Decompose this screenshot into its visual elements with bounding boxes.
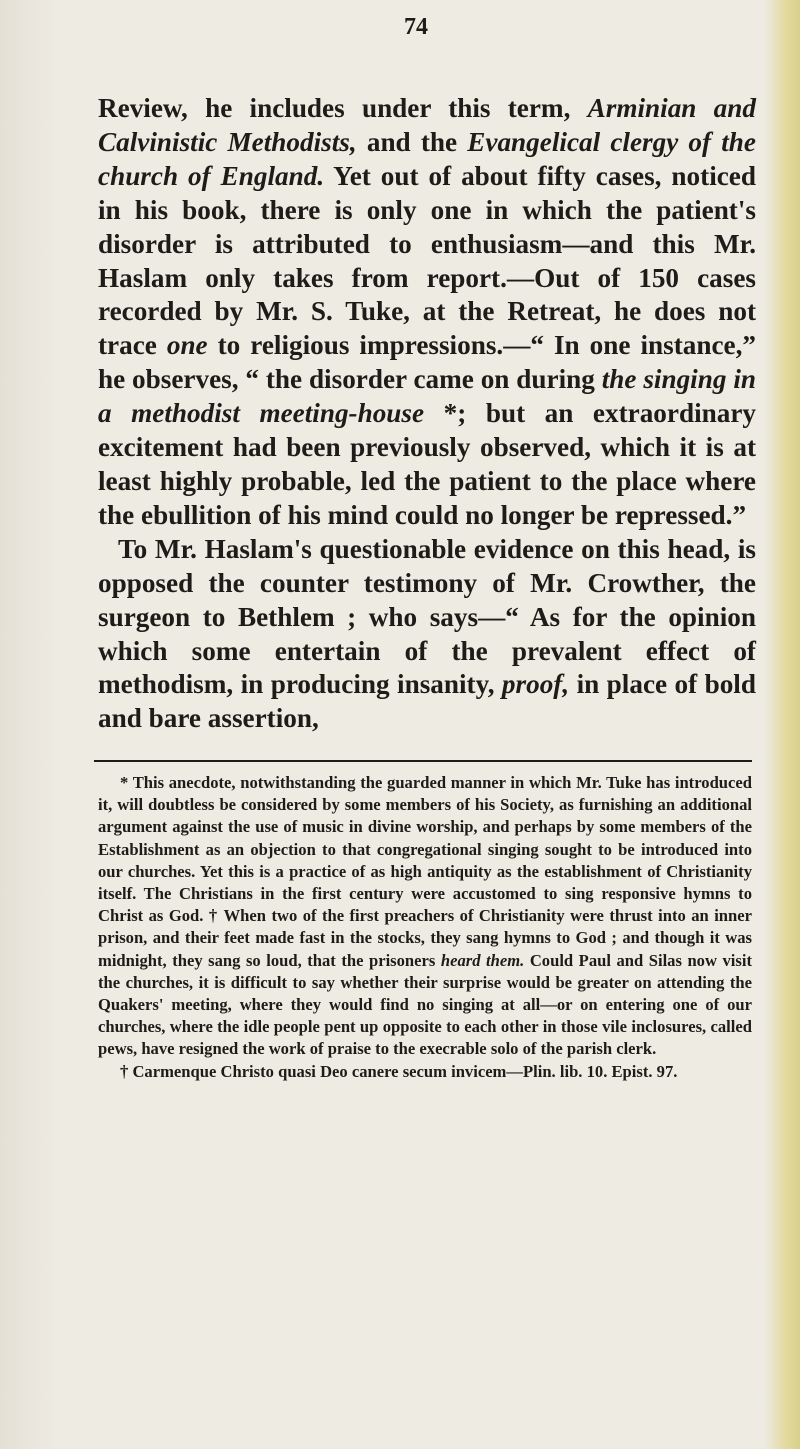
text-span: To Mr. Haslam's questionable evidence on this head, is opposed the counter testimony of Mr. Crowther, the surgeon to Bethlem ; who says—“ As for the opinion which some entertain of the prevalent effect of methodism, in producing insanity, bbox=[98, 533, 756, 700]
italic-span: heard them. bbox=[440, 950, 525, 970]
body-paragraph-1 bbox=[98, 92, 756, 533]
text-span: in place of bold and bare assertion, bbox=[98, 669, 756, 734]
page-number: 74 bbox=[404, 14, 428, 40]
text-span: *; but an extraordinary excitement had been previously observed, which it is at least highly probable, led the patient to the place where the ebullition of his mind could no longer be repressed.” bbox=[98, 398, 757, 530]
text-span: * This anecdote, notwithstanding the guarded manner in which Mr. Tuke has introduced it, will doubtless be considered by some members of his Society, as furnishing an additional argument against the use of music in divine worship, and perhaps by some members of the Establishment as an objection to that congregational singing sought to be introduced into our churches. Yet this is a practice of as high antiquity as the establishment of Christianity itself. The Christians in the first century were accustomed to sing responsive hymns to Christ as God. † When two of the first preachers of Christianity were thrust into an inner prison, and their feet made fast in the stocks, they sang hymns to God ; and though it was midnight, they sang so loud, that the prisoners bbox=[98, 773, 752, 970]
italic-span: Evangelical clergy of the church of England. bbox=[98, 126, 756, 191]
footnote-divider bbox=[94, 760, 752, 762]
text-span: Could Paul and Silas now visit the churches, it is difficult to say whether their surprise would be greater on attending the Quakers' meeting, where they would find no singing at all—or on entering one of our churches, where the idle people pent up opposite to each other in those vile inclosures, called pews, have resigned the work of praise to the execrable solo of the parish clerk. bbox=[98, 950, 752, 1059]
footnote-2: † Carmenque Christo quasi Deo canere secum invicem—Plin. lib. 10. Epist. 97. bbox=[120, 1061, 678, 1081]
italic-span: proof, bbox=[501, 669, 570, 700]
italic-span: the singing in a methodist meeting-house bbox=[98, 364, 756, 429]
text-span: and the bbox=[356, 126, 468, 157]
body-text bbox=[98, 92, 756, 736]
text-span: to religious impressions.—“ In one instance,” he observes, “ the disorder came on during bbox=[98, 330, 756, 395]
text-span: Review, he includes under this term, bbox=[98, 93, 588, 123]
footnotes bbox=[98, 772, 752, 1083]
italic-span: Arminian and Calvinistic Methodists, bbox=[98, 93, 756, 157]
body-paragraph-2 bbox=[98, 533, 756, 736]
footnote-1 bbox=[98, 772, 752, 1061]
italic-span: one bbox=[166, 330, 208, 361]
text-span: Yet out of about fifty cases, noticed in his book, there is only one in which the patient's disorder is attributed to enthusiasm—and this Mr. Haslam only takes from report.—Out of 150 cases recorded by Mr. S. Tuke, at the Retreat, he does not trace bbox=[98, 160, 756, 361]
gutter-shadow bbox=[0, 0, 60, 1449]
page-edge bbox=[764, 0, 800, 1449]
